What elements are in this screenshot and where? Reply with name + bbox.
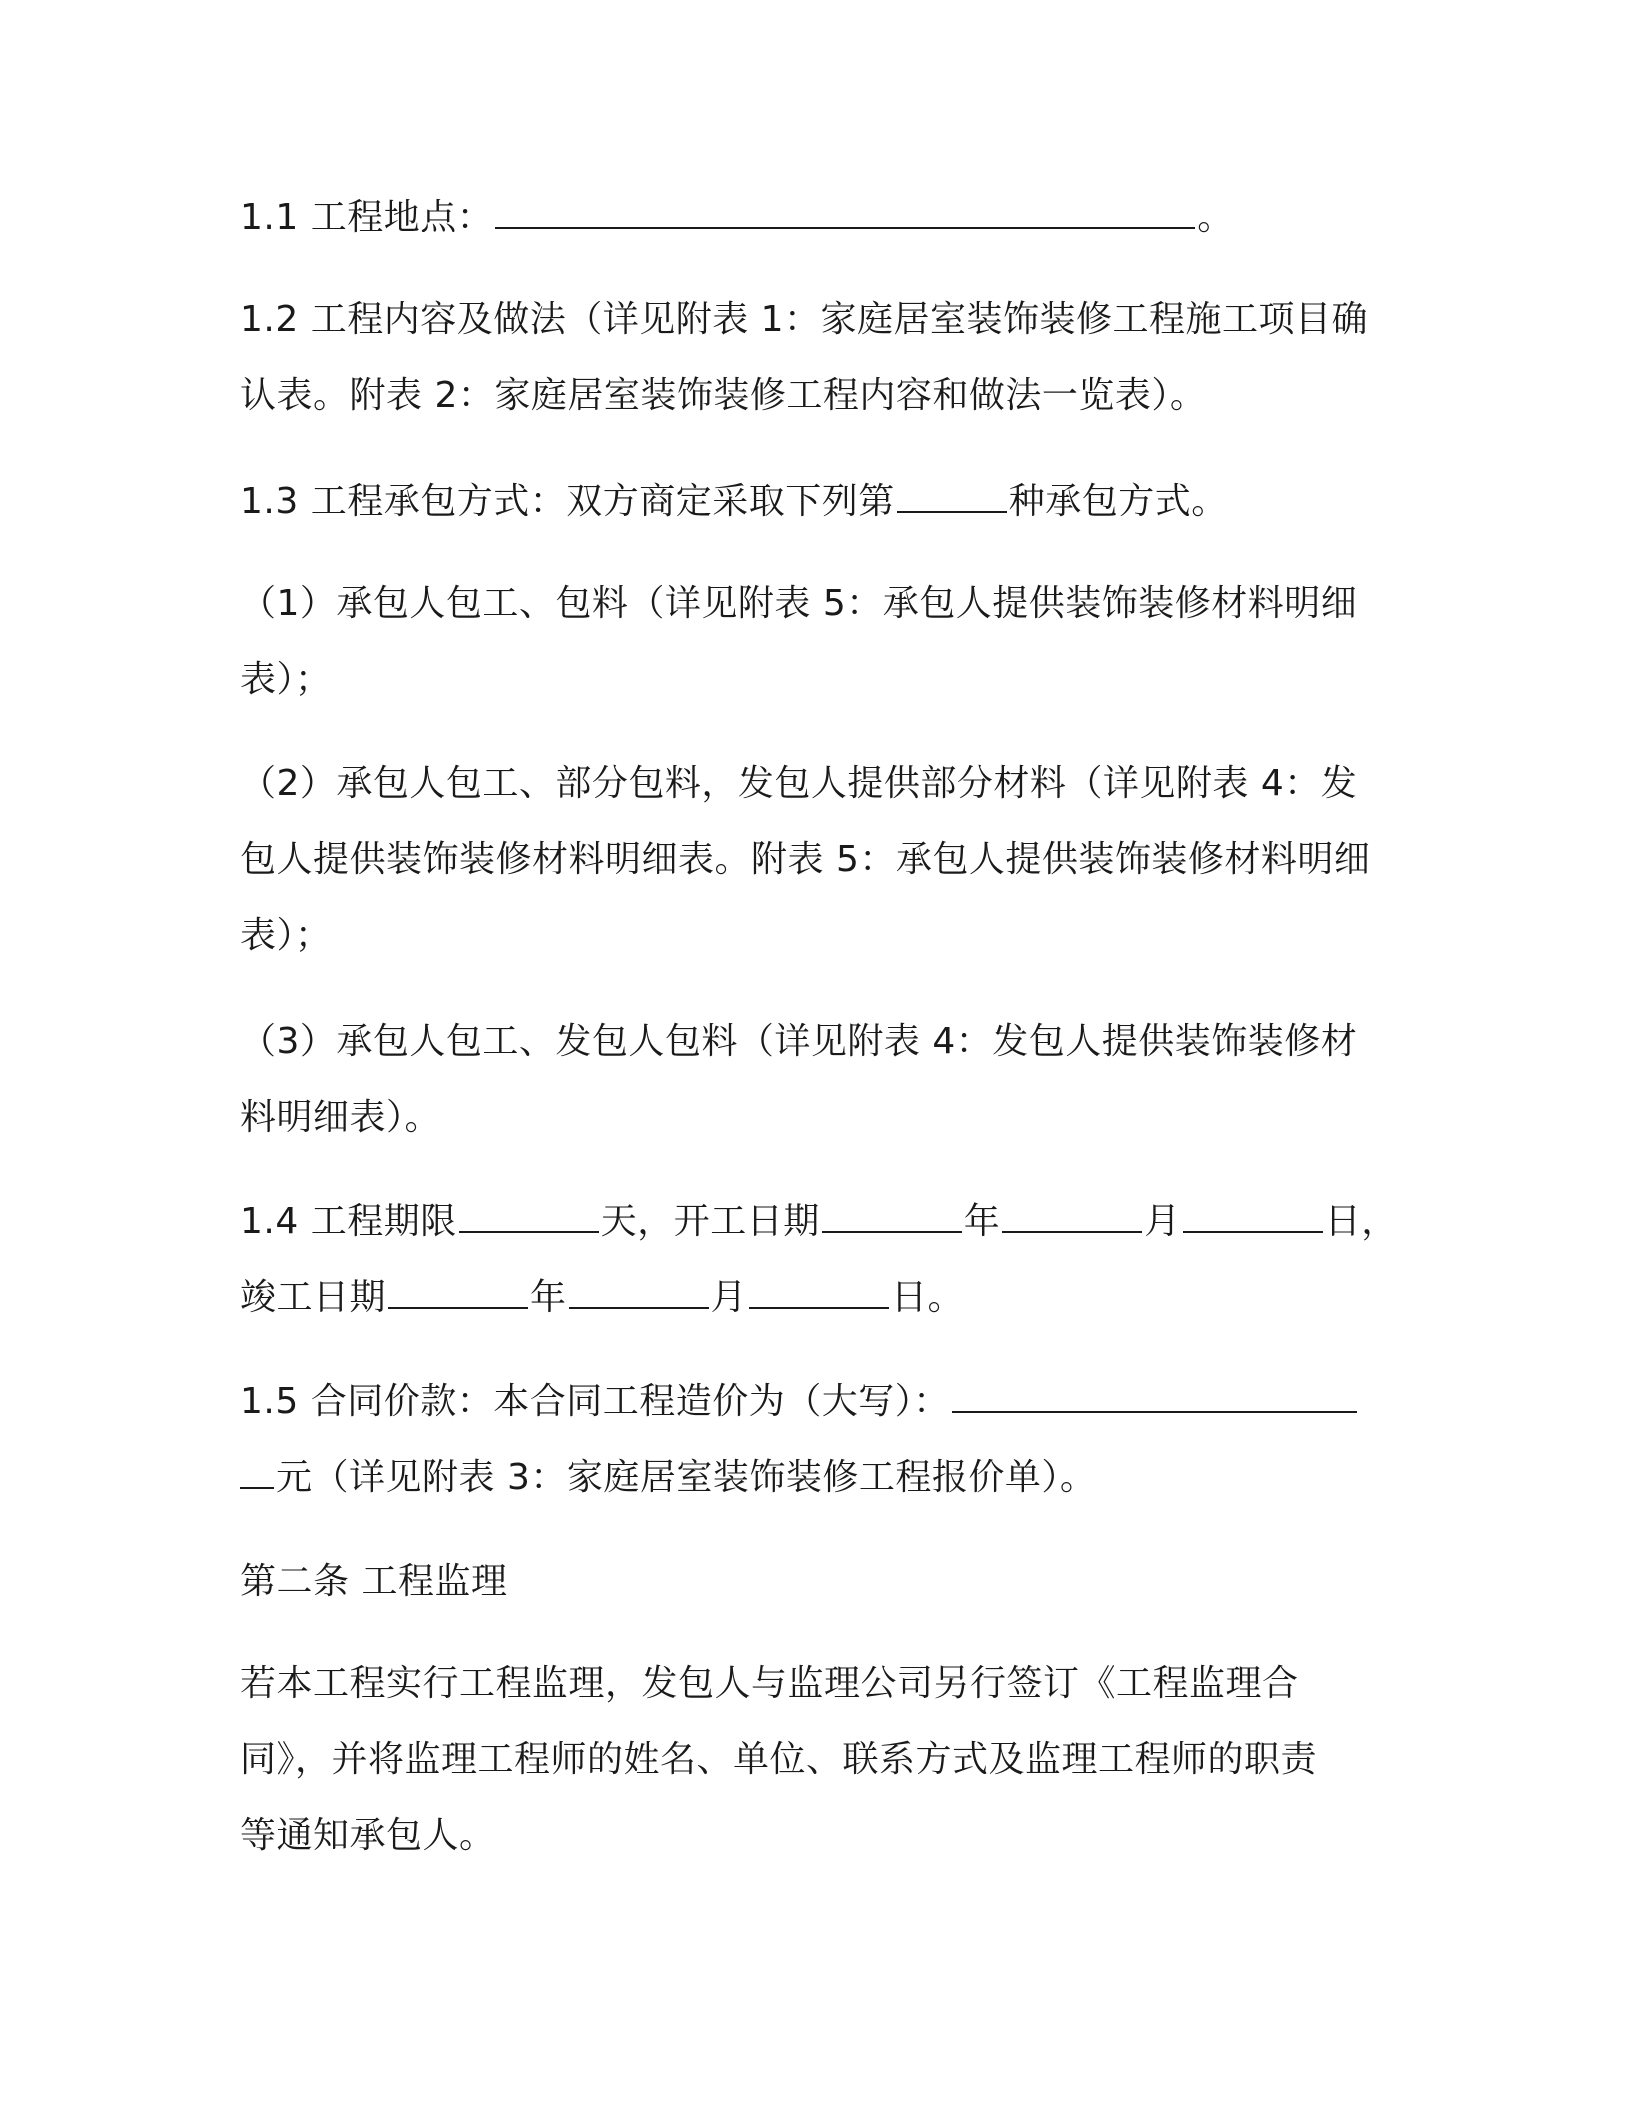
- start-year-label: 年: [963, 1201, 1001, 1242]
- clause-1-4-label: 1.4 工程期限: [240, 1201, 457, 1242]
- clause-1-2-line1: 1.2 工程内容及做法（详见附表 1：家庭居室装饰装修工程施工项目确: [240, 299, 1369, 340]
- start-year-blank: [822, 1201, 962, 1233]
- end-date-label: 竣工日期: [240, 1277, 387, 1318]
- location-blank: [495, 197, 1195, 229]
- supervision-line2: 同》，并将监理工程师的姓名、单位、联系方式及监理工程师的职责: [240, 1739, 1318, 1780]
- start-day-label: 日，: [1324, 1201, 1398, 1242]
- end-month-blank: [569, 1277, 709, 1309]
- clause-1-1-label: 1.1 工程地点：: [240, 197, 494, 238]
- clause-1-2: [240, 282, 1400, 434]
- option-2-line2: 包人提供装饰装修材料明细表。附表 5：承包人提供装饰装修材料明细: [240, 839, 1371, 880]
- duration-days-blank: [459, 1201, 599, 1233]
- end-month-label: 月: [710, 1277, 748, 1318]
- start-month-label: 月: [1144, 1201, 1181, 1242]
- clause-1-1-end: 。: [1197, 197, 1234, 238]
- end-day-label: 日。: [891, 1277, 965, 1318]
- method-number-blank: [897, 481, 1007, 513]
- end-day-blank: [749, 1277, 889, 1309]
- option-3-line2: 料明细表）。: [240, 1097, 442, 1138]
- supervision-line1: 若本工程实行工程监理，发包人与监理公司另行签订《工程监理合: [240, 1663, 1299, 1704]
- start-month-blank: [1002, 1201, 1142, 1233]
- start-day-blank: [1183, 1201, 1323, 1233]
- clause-1-1: [240, 180, 1400, 256]
- clause-1-5-label: 1.5 合同价款：本合同工程造价为（大写）：: [240, 1381, 950, 1422]
- clause-1-5-line2: 元（详见附表 3：家庭居室装饰装修工程报价单）。: [276, 1457, 1097, 1498]
- option-2-line3: 表）；: [240, 915, 332, 956]
- end-year-label: 年: [530, 1277, 567, 1318]
- clause-1-2-line2: 认表。附表 2：家庭居室装饰装修工程内容和做法一览表）。: [240, 375, 1207, 416]
- article-2-heading: [240, 1544, 1400, 1620]
- supervision-line3: 等通知承包人。: [240, 1815, 496, 1856]
- price-blank: [952, 1381, 1357, 1413]
- option-1-line2: 表）；: [240, 659, 332, 700]
- option-1-line1: （1）承包人包工、包料（详见附表 5：承包人提供装饰装修材料明细: [240, 583, 1358, 624]
- option-1: [240, 566, 1400, 718]
- clause-1-5: [240, 1364, 1400, 1516]
- clause-1-3: [240, 464, 1400, 540]
- days-start-label: 天，开工日期: [600, 1201, 820, 1242]
- option-2-line1: （2）承包人包工、部分包料，发包人提供部分材料（详见附表 4：发: [240, 763, 1358, 804]
- price-blank-continued: [240, 1457, 274, 1489]
- clause-1-3-label: 1.3 工程承包方式：双方商定采取下列第: [240, 481, 895, 522]
- clause-1-3-end: 种承包方式。: [1008, 481, 1228, 522]
- supervision-paragraph: [240, 1646, 1400, 1874]
- option-3: [240, 1004, 1400, 1156]
- clause-1-4: [240, 1184, 1400, 1336]
- end-year-blank: [388, 1277, 528, 1309]
- option-3-line1: （3）承包人包工、发包人包料（详见附表 4：发包人提供装饰装修材: [240, 1021, 1358, 1062]
- option-2: [240, 746, 1400, 974]
- article-2-title: 第二条 工程监理: [240, 1561, 508, 1602]
